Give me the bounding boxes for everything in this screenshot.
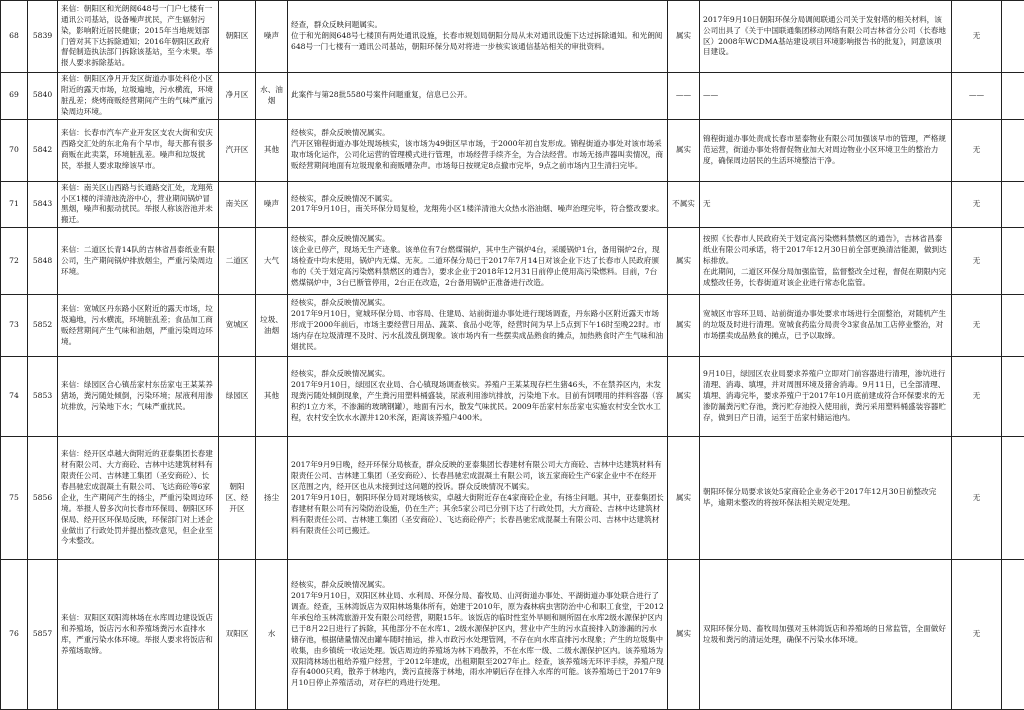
handling-rectification-cell: 2017年9月10日朝阳环保分局调阅联通公司关于发射塔的相关材料，该公司出具了《关于中国联通集团移动网络有限公司吉林省分公司（长春地区）2008年WCDMA基站建设项目环境影响报告书的批复》，同意该项目建设。 (700, 1, 952, 73)
district-cell: 南关区 (219, 181, 256, 228)
accountability-cell: 无 (952, 181, 1002, 228)
blank-cell (1002, 560, 1024, 710)
row-index-cell: 68 (1, 1, 28, 73)
table-row (1, 73, 1024, 120)
table-row (1, 560, 1024, 710)
verdict-cell: 属实 (668, 119, 700, 181)
accountability-cell: 无 (952, 437, 1002, 560)
table-row (1, 437, 1024, 560)
verdict-cell: 属实 (668, 1, 700, 73)
blank-cell (1002, 437, 1024, 560)
handling-rectification-cell: 按照《长春市人民政府关于划定高污染燃料禁燃区的通告》，吉林省昌泰纸业有限公司承诺，将于2017年12月30日前全部更换清洁能源，做到达标排放。 在此期间，二道区环保分局加强监管，监督整改全过程，督促在期限内完成整改任务，长春街道对该企业进行常态化监管。 (700, 228, 952, 295)
case-number-cell: 5852 (28, 295, 58, 357)
table-row (1, 228, 1024, 295)
complaint-content-cell: 来信：双阳区双阳湾林场在水库周边建设饭店和养殖场，饭店污水和养殖场粪污水直排水库，严重污染水体环境。举报人要求将饭店和养殖场取缔。 (58, 560, 219, 710)
verdict-cell: 属实 (668, 228, 700, 295)
pollution-type-cell: 大气 (256, 228, 288, 295)
investigation-result-cell: 经核实，群众反映情况属实。 2017年9月10日，绿园区农业局、合心镇现场调查核实。养殖户王某某现存栏生猪46头，不在禁养区内，未发现粪污随处倾倒现象，产生粪污用塑料桶盛装，尿液利用渗坑排放，污染地下水。目前有饲喂用的拌料容器（容积约1立方米，不渗漏的玻璃钢罐），地面有污水，散发气味扰民。2009年岳家村东岳家屯实施农村安全饮水工程，农村安全饮水水源井120米深，距离该养殖户400米。 (288, 357, 668, 437)
complaint-content-cell: 来信：宽城区丹东路小区附近的露天市场，垃圾遍地，污水横流，环境脏乱差；食品加工商贩经营期间产生气味和油烟，严重污染周边环境。 (58, 295, 219, 357)
complaint-content-cell: 来信：二道区长青14队的吉林省昌泰纸业有限公司，生产期间锅炉排放烟尘，严重污染周边环境。 (58, 228, 219, 295)
table-row (1, 119, 1024, 181)
accountability-cell: 无 (952, 357, 1002, 437)
accountability-cell: —— (952, 73, 1002, 120)
case-number-cell: 5839 (28, 1, 58, 73)
case-number-cell: 5842 (28, 119, 58, 181)
verdict-cell: 属实 (668, 560, 700, 710)
district-cell: 朝阳区 (219, 1, 256, 73)
district-cell: 朝阳区、经开区 (219, 437, 256, 560)
handling-rectification-cell: 双阳环保分局、畜牧局加强对玉林湾饭店和养殖场的日常监管，全面做好垃圾和粪污的清运处理，确保不污染水体环境。 (700, 560, 952, 710)
accountability-cell: 无 (952, 560, 1002, 710)
pollution-type-cell: 扬尘 (256, 437, 288, 560)
blank-cell (1002, 181, 1024, 228)
investigation-result-cell: 经核实，群众反映情况属实。 该企业已停产，现场无生产迹象。该单位有7台燃煤锅炉，其中生产锅炉4台，采暖锅炉1台，备用锅炉2台，现场检查中均未使用，锅炉内无煤、无灰。二道环保分局已于2017年7月14日对该企业下达了长春市人民政府颁布的《关于划定高污染燃料禁燃区的通告》，要求企业于2018年12月31日前停止使用高污染燃料。目前，7台燃煤锅炉中，3台已断管停用，2台正在改造，2台备用锅炉正准备进行改造。 (288, 228, 668, 295)
handling-rectification-cell: 宽城区市容环卫局、站前街道办事处要求市场进行全面整治，对随机产生的垃圾及时进行清理。宽城食药监分局责令3家食品加工店停业整治，对市场摆卖成品熟食的摊点，已予以取缔。 (700, 295, 952, 357)
row-index-cell: 70 (1, 119, 28, 181)
handling-rectification-cell: —— (700, 73, 952, 120)
verdict-cell: 属实 (668, 295, 700, 357)
case-number-cell: 5848 (28, 228, 58, 295)
district-cell: 绿园区 (219, 357, 256, 437)
district-cell: 二道区 (219, 228, 256, 295)
accountability-cell: 无 (952, 1, 1002, 73)
investigation-result-cell: 经核实，群众反映情况属实。 2017年9月10日，双阳区林业局、水利局、环保分局、畜牧局、山河街道办事处、平湖街道办事处联合进行了调查。经查，玉林湾饭店为双阳林场集体所有，始建于2010年，原为森林病虫害防治中心和职工食堂，于2012年承包给玉林湾旅游开发有限公司经营，期限15年。该饭店的临时性室外旱厕和厕所固在水库2级水源保护区内已于8月22日进行了拆除，其他部分不在水库1、2级水源保护区内，营业中产生的污水直接排入防渗漏的污水储存池，根据储量情况由罐车随时抽运，排入市政污水处理管网，不存在向水库直排污水现象；产生的垃圾集中收集，由乡镇统一收运处理。饭店周边的养殖场为林下鸡散养，不在水库一级、二级水源保护区内。该养殖场为双阳湾林场出租给养殖户经营，于2012年建成，出租期限至2027年止。经查，该养殖场无环评手续，养殖户现存有4000只鸡，散养于林地内，粪污直接落于林地，雨水冲刷后存在排入水库的可能。该养殖场已于2017年9月10日停止养殖活动，对存栏的鸡进行处理。 (288, 560, 668, 710)
district-cell: 宽城区 (219, 295, 256, 357)
pollution-type-cell: 垃圾、油烟 (256, 295, 288, 357)
complaint-content-cell: 来信：朝阳区净月开发区街道办事处科伦小区附近的露天市场，垃圾遍地，污水横流，环境脏乱差；烧烤商贩经营期间产生的气味严重污染周边环境。 (58, 73, 219, 120)
pollution-type-cell: 水 (256, 560, 288, 710)
accountability-cell: 无 (952, 119, 1002, 181)
accountability-cell: 无 (952, 295, 1002, 357)
pollution-type-cell: 噪声 (256, 181, 288, 228)
case-number-cell: 5857 (28, 560, 58, 710)
handling-rectification-cell: 锦程街道办事处责成长春市星泰物业有限公司加强该早市的管理，严格规范运营，街道办事处将督促物业加大对周边物业小区环境卫生的整治力度，确保周边居民的生活环境整洁干净。 (700, 119, 952, 181)
investigation-result-cell: 此案件与第28批5580号案件问题重复，信息已公开。 (288, 73, 668, 120)
complaint-content-cell: 来信：经开区卓越大街附近的亚泰集团长春建材有限公司、大方商砼、吉林中达建筑材料有限责任公司、吉林建工集团（圣安商砼）、长春昌驰宏成混凝土有限公司、飞达商砼等6家企业，生产期间产生的扬尘，严重污染周边环境。举报人曾多次向长春市环保局、朝阳区环保局、经开区环保局反映，环保部门对上述企业做出了行政处罚并提出整改意见，但企业至今未整改。 (58, 437, 219, 560)
complaint-content-cell: 来信：绿园区合心镇岳家村东岳家屯王某某养猪场，粪污随处倾倒，污染环境；尿液利用渗坑排放，污染地下水；气味严重扰民。 (58, 357, 219, 437)
table-row (1, 357, 1024, 437)
accountability-cell: 无 (952, 228, 1002, 295)
row-index-cell: 69 (1, 73, 28, 120)
blank-cell (1002, 228, 1024, 295)
pollution-type-cell: 水、油烟 (256, 73, 288, 120)
pollution-type-cell: 其他 (256, 357, 288, 437)
complaint-content-cell: 来信：长春市汽车产业开发区支农大街和安庆西路交汇处的东北角有个早市，每天都有很多商贩在此卖菜，环境脏乱差。噪声和垃圾扰民，举报人要求取缔该早市。 (58, 119, 219, 181)
case-number-cell: 5843 (28, 181, 58, 228)
verdict-cell: —— (668, 73, 700, 120)
investigation-result-cell: 经查，群众反映问题属实。 位于和光朗阅648号七楼顶有两处通讯设施，长春市规划局朝阳分局从未对通讯设施下达过拆除通知。和光朗阅648号一门七楼有一通讯公司基站，朝阳环保分局对将进一步核实该通信基站相关的审批资料。 (288, 1, 668, 73)
investigation-result-cell: 经核实，群众反映情况属实。 2017年9月10日，宽城环保分局、市容局、住建局、站前街道办事处进行现场调查，丹东路小区附近露天市场形成于2000年前后，市场主要经营日用品、蔬菜、食品小吃等，经营时间为早上5点到下午16时至晚22时。市场内存在垃圾清理不及时、污水乱泼乱倒现象。该市场内有一些摆卖成品熟食的摊点，加热熟食时产生气味和油烟扰民。 (288, 295, 668, 357)
row-index-cell: 72 (1, 228, 28, 295)
row-index-cell: 76 (1, 560, 28, 710)
row-index-cell: 71 (1, 181, 28, 228)
blank-cell (1002, 1, 1024, 73)
table-row (1, 181, 1024, 228)
blank-cell (1002, 73, 1024, 120)
pollution-type-cell: 其他 (256, 119, 288, 181)
blank-cell (1002, 119, 1024, 181)
table-row (1, 1, 1024, 73)
table-body (1, 1, 1024, 710)
table-row (1, 295, 1024, 357)
verdict-cell: 不属实 (668, 181, 700, 228)
verdict-cell: 属实 (668, 357, 700, 437)
case-number-cell: 5840 (28, 73, 58, 120)
investigation-result-cell: 经核实，群众反映情况不属实。 2017年9月10日，南关环保分局复检，龙翔苑小区1楼洋清池大众热水浴油烟、噪声治理完毕，符合整改要求。 (288, 181, 668, 228)
handling-rectification-cell: 9月10日，绿园区农业局要求养殖户立即对门前容器进行清理，渗坑进行清理、消毒、填埋，并对周围环境及猪舍消毒。9月11日，已全部清理、填埋、消毒完毕，要求养殖户于2017年10月底前建成符合环保要求的无渗防漏粪污贮存池，粪污贮存池投入使用前，粪污采用塑料桶盛装容器贮存，做到日产日清，运至于岳家村储运池内。 (700, 357, 952, 437)
district-cell: 汽开区 (219, 119, 256, 181)
complaint-content-cell: 来信：朝阳区和光朗阅648号一门户七楼有一通讯公司基站，设备噪声扰民，产生辐射污染，影响附近居民健康；2015年当地规划部门曾对其下达拆除通知；2016年朝阳区政府督促制造执法部门拆除该基站，至今未果。举报人要求拆除基站。 (58, 1, 219, 73)
handling-rectification-cell: 无 (700, 181, 952, 228)
blank-cell (1002, 295, 1024, 357)
investigation-result-cell: 2017年9月9日晚，经开环保分局核查，群众反映的亚泰集团长春建材有限公司大方商砼、吉林中达建筑材料有限责任公司、吉林建工集团（圣安商砼）、长春昌驰宏成混凝土有限公司，该五家商砼生产6家企业中不在经开区范围之内，经开区也从未接到过这问题的投诉。群众反映情况不属实。 2017年9月10日，朝阳环保分局对现场核实，卓越大街附近存在4家商砼企业，有扬尘问题。其中，亚泰集团长春建材有限公司有污染防治设施，仍在生产；其余5家公司已分别下达了行政处罚，大方商砼、吉林中达建筑材料有限责任公司、吉林建工集团（圣安商砼）、飞达商砼停产；长春昌驰宏成混凝土有限公司、吉林中达建筑材料有限责任公司已搬迁。 (288, 437, 668, 560)
case-number-cell: 5853 (28, 357, 58, 437)
verdict-cell: 属实 (668, 437, 700, 560)
district-cell: 净月区 (219, 73, 256, 120)
pollution-type-cell: 噪声 (256, 1, 288, 73)
handling-rectification-cell: 朝阳环保分局要求该处5家商砼企业务必于2017年12月30日前整改完毕，逾期未整改的将按环保法相关规定处理。 (700, 437, 952, 560)
blank-cell (1002, 357, 1024, 437)
investigation-result-cell: 经核实，群众反映情况属实。 汽开区锦程街道办事处现场核实，该市场为49街区早市场，于2000年初自发形成。锦程街道办事处对该市场采取市场化运作，公司化运营的管理模式进行管理，市场经营手续齐全，为合法经营。市场无扬声器叫卖情况，商贩经营期间地面有垃圾现象和商贩嘈杂声。市场每日按规定8点撤市完毕，9点之前市场内卫生清扫完毕。 (288, 119, 668, 181)
case-number-cell: 5856 (28, 437, 58, 560)
row-index-cell: 73 (1, 295, 28, 357)
row-index-cell: 74 (1, 357, 28, 437)
row-index-cell: 75 (1, 437, 28, 560)
complaint-content-cell: 来信：南关区山西路与长通路交汇处，龙翔苑小区1楼的洋清池洗浴中心，营业期间锅炉冒黑烟，噪声和振动扰民。举报人称该浴池并未搬迁。 (58, 181, 219, 228)
district-cell: 双阳区 (219, 560, 256, 710)
